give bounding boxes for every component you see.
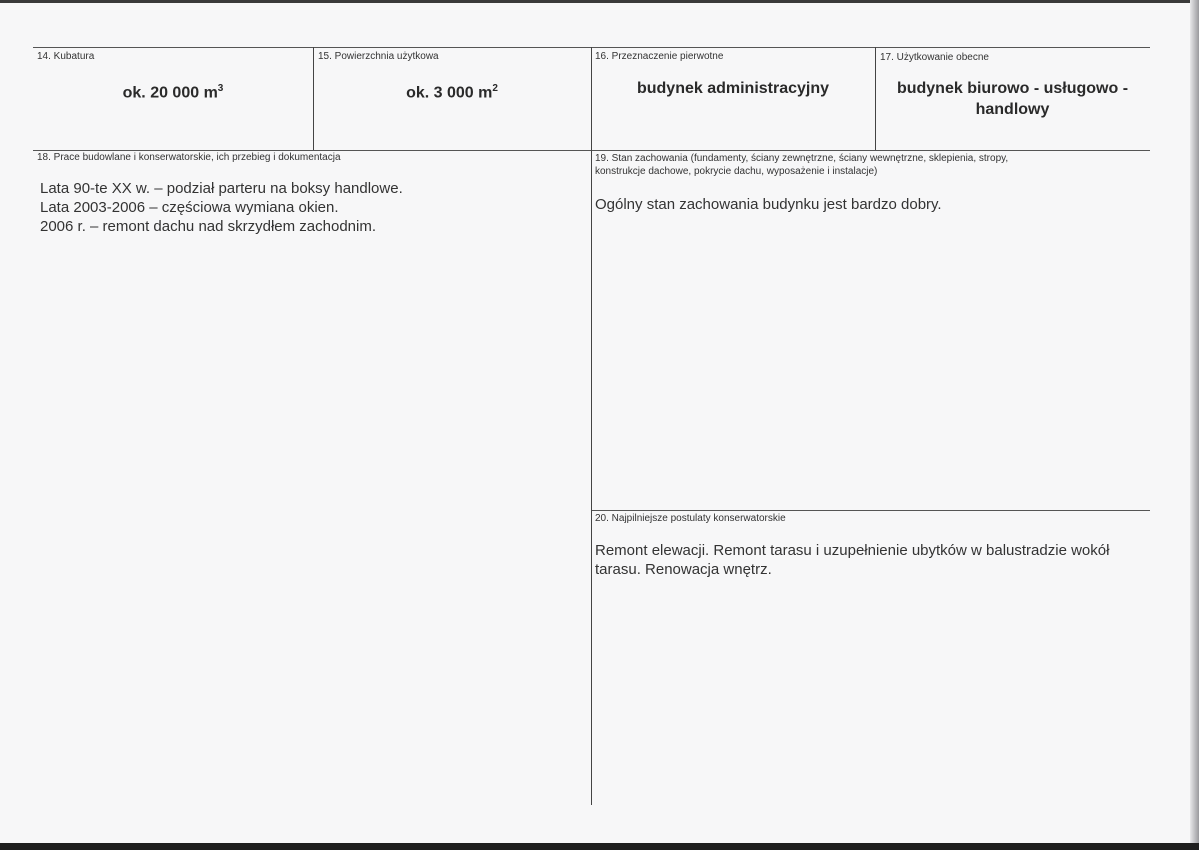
field-20-line-2: tarasu. Renowacja wnętrz. — [595, 561, 772, 578]
field-19-label-line2: konstrukcje dachowe, pokrycie dachu, wyposażenie i instalacje) — [595, 166, 878, 177]
field-17-value-line1: budynek biurowo - usługowo - — [896, 80, 1129, 97]
field-18-line-3: 2006 r. – remont dachu nad skrzydłem zachodnim. — [40, 218, 377, 235]
scan-right-edge — [1190, 0, 1199, 850]
row-divider-20 — [591, 510, 1150, 511]
field-16-label: 16. Przeznaczenie pierwotne — [595, 51, 724, 62]
field-18-line-2: Lata 2003-2006 – częściowa wymiana okien. — [40, 199, 339, 216]
field-14-label: 14. Kubatura — [37, 51, 95, 62]
field-20-line-1: Remont elewacji. Remont tarasu i uzupełnienie ubytków w balustradzie wokół — [595, 542, 1110, 559]
scan-bottom-edge — [0, 843, 1199, 850]
col-divider-center — [591, 47, 592, 805]
field-20-label: 20. Najpilniejsze postulaty konserwatorskie — [595, 513, 786, 524]
field-14-value: ok. 20 000 $m^3$ — [122, 83, 224, 102]
field-16-value: budynek administracyjny — [636, 80, 830, 97]
field-19-label-line1: 19. Stan zachowania (fundamenty, ściany zewnętrzne, ściany wewnętrzne, sklepienia, stropy, — [595, 153, 1009, 164]
field-15-value: ok. 3 000 $m^2$ — [406, 83, 498, 102]
scan-top-edge — [0, 0, 1199, 3]
field-17-label: 17. Użytkowanie obecne — [880, 52, 989, 63]
field-15-label: 15. Powierzchnia użytkowa — [318, 51, 439, 62]
field-18-line-1: Lata 90-te XX w. – podział parteru na boksy handlowe. — [40, 180, 403, 197]
field-17-value-line2: handlowy — [975, 101, 1050, 118]
field-19-value: Ogólny stan zachowania budynku jest bardzo dobry. — [595, 196, 942, 213]
field-18-label: 18. Prace budowlane i konserwatorskie, ich przebieg i dokumentacja — [37, 152, 341, 163]
